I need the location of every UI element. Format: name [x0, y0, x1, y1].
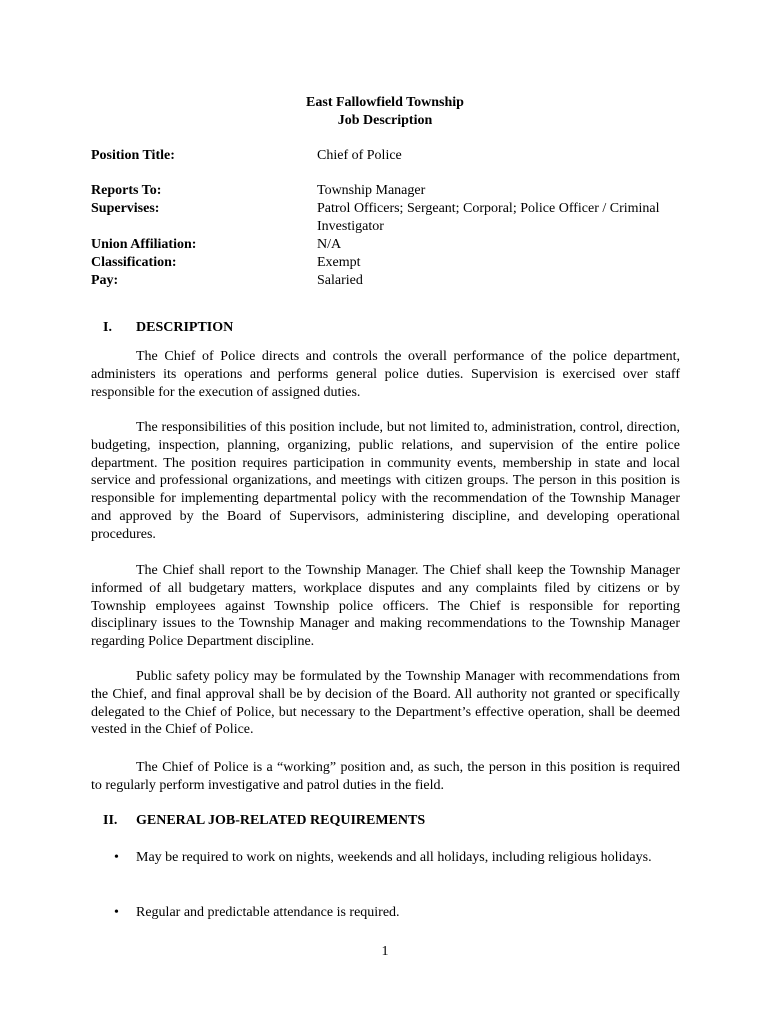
- page-number: 1: [381, 944, 389, 959]
- bullet-icon: •: [114, 905, 119, 920]
- description-paragraph-4: Public safety policy may be formulated by the Township Manager with recommendations from the Chief, and final approval shall be by decision of the Board. All authority not granted or specifically delegated to the Chief of Police, but necessary to the Department’s effective operation, shall be deemed vested in the Chief of Police.: [91, 669, 680, 738]
- section-title: GENERAL JOB-RELATED REQUIREMENTS: [136, 813, 426, 828]
- union-affiliation-label: Union Affiliation:: [91, 237, 197, 252]
- section-title: DESCRIPTION: [136, 320, 234, 335]
- description-paragraph-1: The Chief of Police directs and controls the overall performance of the police department, administers its operations and performs general police duties. Supervision is exercised over staff responsible for the execution of assigned duties.: [91, 349, 680, 400]
- section-number: II.: [103, 813, 118, 828]
- classification-value: Exempt: [317, 255, 361, 270]
- pay-label: Pay:: [91, 273, 119, 288]
- supervises-value: Patrol Officers; Sergeant; Corporal; Police Officer / Criminal Investigator: [317, 201, 660, 234]
- supervises-label: Supervises:: [91, 201, 160, 216]
- reports-to-value: Township Manager: [317, 183, 426, 198]
- document-title: Job Description: [337, 112, 433, 128]
- reports-to-label: Reports To:: [91, 183, 162, 198]
- position-title-label: Position Title:: [91, 148, 175, 163]
- position-title-value: Chief of Police: [317, 148, 402, 163]
- description-paragraph-2: The responsibilities of this position include, but not limited to, administration, control, direction, budgeting, inspection, planning, organizing, public relations, and supervision of the entire police department. The position requires participation in community events, membership in state and local service and professional organizations, and meetings with citizen groups. The person in this position is responsible for implementing departmental policy with the recommendation of the Township Manager and approved by the Board of Supervisors, administering discipline, and developing operational procedures.: [91, 420, 680, 542]
- bullet-icon: •: [114, 850, 119, 865]
- pay-value: Salaried: [317, 273, 363, 288]
- requirement-text: Regular and predictable attendance is required.: [136, 905, 400, 920]
- description-paragraph-3: The Chief shall report to the Township Manager. The Chief shall keep the Township Manager informed of all budgetary matters, workplace disputes and any complaints filed by citizens or by Township employees against Township police officers. The Chief is responsible for reporting disciplinary issues to the Township Manager and making recommendations to the Township Manager regarding Police Department discipline.: [91, 563, 680, 650]
- union-affiliation-value: N/A: [317, 237, 342, 252]
- document-header: [0, 94, 770, 130]
- description-paragraph-5: The Chief of Police is a “working” position and, as such, the person in this position is required to regularly perform investigative and patrol duties in the field.: [91, 760, 680, 793]
- section-number: I.: [103, 320, 112, 335]
- requirement-text: May be required to work on nights, weekends and all holidays, including religious holidays.: [136, 850, 652, 865]
- organization-name: East Fallowfield Township: [306, 95, 464, 110]
- classification-label: Classification:: [91, 255, 177, 270]
